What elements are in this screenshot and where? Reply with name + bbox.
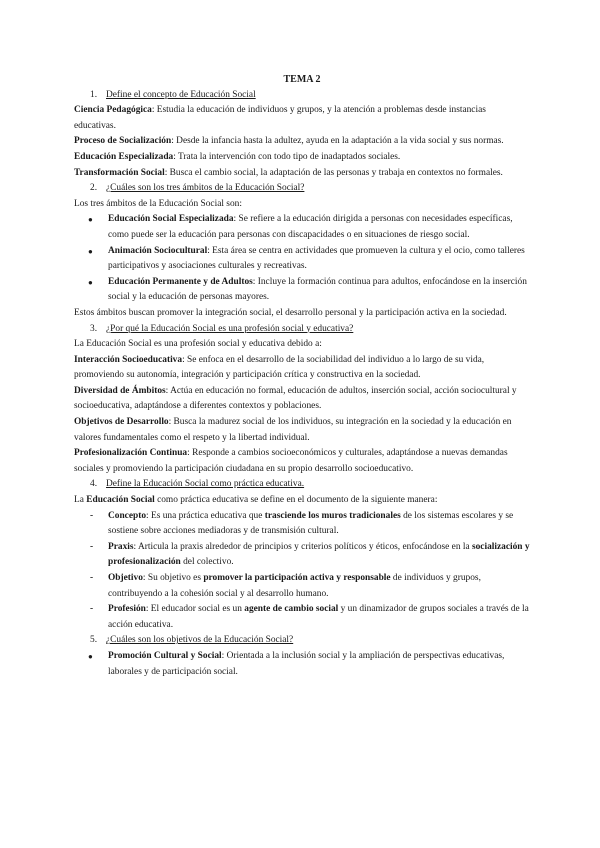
definition-item	[74, 166, 530, 182]
item-desc: de los sistemas escolares y se sostiene sobre acciones mediadoras y de transmisión cultural.	[108, 510, 514, 537]
definition-item	[74, 134, 530, 150]
list-item	[74, 649, 530, 680]
item-desc: : Orientada a la inclusión social y la ampliación de perspectivas educativas, laborales y de participación social.	[108, 650, 505, 677]
definition-item	[74, 353, 530, 384]
question-number: 2.	[90, 183, 98, 194]
question-text: ¿Por qué la Educación Social es una profesión social y educativa?	[106, 323, 354, 334]
definition-desc: : Responde a cambios socioeconómicos y culturales, adaptándose a nuevas demandas sociales y promoviendo la participación ciudadana en su propio desarrollo socioeducativo.	[74, 448, 508, 474]
list-item	[74, 212, 530, 243]
paragraph-intro: Los tres ámbitos de la Educación Social son:	[74, 198, 242, 209]
question-1-heading	[90, 88, 530, 104]
definition-desc: : Estudia la educación de individuos y grupos, y la atención a problemas desde instancias educativas.	[74, 105, 486, 131]
item-term: Animación Sociocultural	[108, 245, 208, 256]
paragraph-intro	[74, 493, 530, 509]
item-term: Educación Permanente y de Adultos	[108, 276, 253, 287]
definition-desc: : Busca la madurez social de los individuos, su integración en la sociedad y la educación en valores fundamentales como el respeto y la libertad individual.	[74, 417, 512, 443]
item-desc: : El educador social es un	[145, 604, 245, 615]
item-desc: : Incluye la formación continua para adultos, enfocándose en la inserción social y la educación de personas mayores.	[108, 276, 527, 303]
item-desc: : Se refiere a la educación dirigida a personas con necesidades específicas, como puede ser la educación para personas con discapacidades o en situaciones de riesgo social.	[108, 214, 513, 240]
question-number: 3.	[90, 323, 98, 334]
definition-desc: : Desde la infancia hasta la adultez, ayuda en la adaptación a la vida social y sus normas.	[171, 136, 504, 147]
document-body	[74, 72, 530, 680]
question-text: Define la Educación Social como práctica educativa.	[106, 479, 305, 490]
list-item	[74, 244, 530, 275]
paragraph-outro: Estos ámbitos buscan promover la integración social, el desarrollo personal y la participación activa en la sociedad.	[74, 307, 507, 318]
definition-term: Interacción Socioeducativa	[74, 354, 183, 365]
definition-term: Diversidad de Ámbitos	[74, 385, 166, 396]
document-title: TEMA 2	[283, 74, 321, 85]
intro-pre: La	[74, 495, 87, 506]
question-text: Define el concepto de Educación Social	[106, 89, 256, 100]
dash-list	[74, 509, 530, 634]
paragraph-intro: La Educación Social es una profesión social y educativa debido a:	[74, 339, 322, 350]
bullet-list	[74, 649, 530, 680]
definition-item	[74, 415, 530, 446]
question-text: ¿Cuáles son los objetivos de la Educación Social?	[106, 635, 294, 646]
list-item	[74, 509, 530, 540]
list-item	[74, 602, 530, 633]
definition-item	[74, 150, 530, 166]
item-term: Concepto	[108, 510, 147, 521]
definition-desc: : Se enfoca en el desarrollo de la sociabilidad del individuo a lo largo de su vida, promoviendo su autonomía, integración y participación crítica y constructiva en la sociedad.	[74, 354, 485, 381]
question-2-heading	[90, 181, 530, 197]
list-item	[74, 571, 530, 602]
question-number: 1.	[90, 89, 98, 100]
item-emphasis: agente de cambio social	[244, 604, 339, 615]
item-desc: : Su objetivo es	[142, 573, 204, 583]
definition-term: Objetivos de Desarrollo	[74, 417, 169, 428]
item-emphasis: trasciende los muros tradicionales	[264, 510, 401, 521]
item-desc: del colectivo.	[180, 557, 234, 568]
question-number: 4.	[90, 479, 98, 490]
list-item	[74, 540, 530, 571]
question-number: 5.	[90, 635, 98, 646]
definition-desc: : Actúa en educación no formal, educación de adultos, inserción social, acción sociocultural y socioeducativa, adaptándose a diferentes contextos y poblaciones.	[74, 385, 517, 412]
definition-term: Ciencia Pedagógica	[74, 105, 152, 116]
definition-item	[74, 103, 530, 134]
item-emphasis: socialización y profesionalización	[108, 541, 530, 568]
question-3-heading	[90, 322, 530, 338]
question-text: ¿Cuáles son los tres ámbitos de la Educación Social?	[106, 183, 305, 194]
item-term: Educación Social Especializada	[108, 214, 234, 225]
definition-term: Educación Especializada	[74, 151, 174, 162]
definition-term: Transformación Social	[74, 167, 165, 178]
item-term: Praxis	[108, 541, 134, 552]
item-desc: de individuos y grupos, contribuyendo a la cohesión social y al desarrollo humano.	[108, 573, 481, 599]
definition-desc: : Busca el cambio social, la adaptación de las personas y trabaja en contextos no formales.	[164, 167, 503, 178]
item-desc: : Esta área se centra en actividades que promueven la cultura y el ocio, como talleres participativos y asociaciones culturales y recreativas.	[108, 245, 525, 272]
item-desc: : Articula la praxis alrededor de principios y criterios políticos y éticos, enfocándose en la	[133, 541, 472, 552]
question-5-heading	[90, 633, 530, 649]
definition-term: Profesionalización Continua	[74, 448, 188, 459]
item-desc: y un dinamizador de grupos sociales a través de la acción educativa.	[108, 604, 529, 630]
bullet-list	[74, 212, 530, 306]
item-emphasis: promover la participación activa y responsable	[203, 573, 391, 583]
item-term: Profesión	[108, 604, 146, 615]
definition-desc: : Trata la intervención con todo tipo de inadaptados sociales.	[173, 151, 401, 162]
item-term: Promoción Cultural y Social	[108, 650, 222, 661]
definition-item	[74, 446, 530, 477]
intro-post: como práctica educativa se define en el documento de la siguiente manera:	[154, 495, 438, 506]
intro-bold: Educación Social	[86, 495, 155, 506]
definition-term: Proceso de Socialización	[74, 136, 172, 147]
item-desc: : Es una práctica educativa que	[146, 510, 265, 521]
list-item	[74, 275, 530, 306]
definition-item	[74, 384, 530, 415]
item-term: Objetivo	[108, 573, 143, 583]
question-4-heading	[90, 477, 530, 493]
